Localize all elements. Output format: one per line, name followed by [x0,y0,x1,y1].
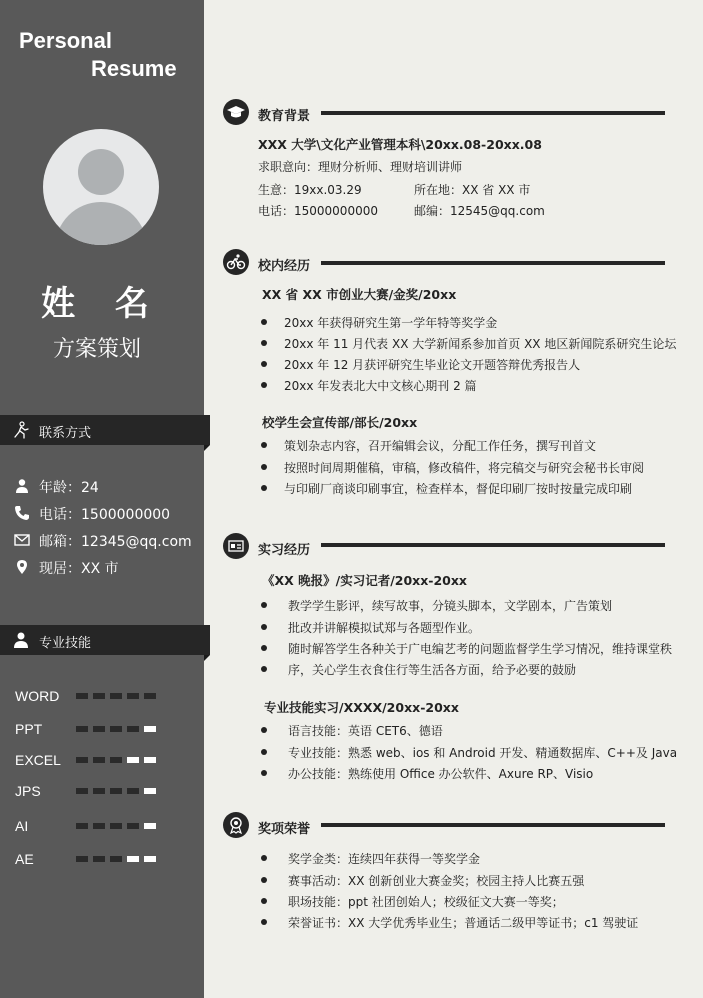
internship-group-title: 专业技能实习/XXXX/20xx-20xx [264,700,459,715]
phone-icon [14,505,30,521]
education-birth: 生意：19xx.03.29 [258,183,362,197]
list-item: 赛事活动：XX 创新创业大赛金奖；校园主持人比赛五强 [288,874,585,888]
bullet-dot [261,855,267,861]
skill-segment-empty [144,726,156,732]
bullet-dot [261,319,267,325]
campus-group-title: XX 省 XX 市创业大赛/金奖/20xx [262,287,457,302]
contact-heading: 联系方式 [39,426,92,441]
location-icon [14,559,30,575]
awards-heading: 奖项荣誉 [258,822,311,837]
skill-segment-filled [110,757,122,763]
list-item: 办公技能：熟练使用 Office 办公软件、Axure RP、Visio [288,767,594,781]
bullet-dot [261,442,267,448]
bullet-dot [261,624,267,630]
sidebar [0,0,204,998]
skill-segment-filled [76,693,88,699]
bullet-dot [261,382,267,388]
section-rule [321,111,665,115]
campus-heading: 校内经历 [258,259,311,274]
skill-segment-empty [144,856,156,862]
person-icon [12,631,30,649]
bullet-dot [261,666,267,672]
mail-icon [14,532,30,548]
education-phone: 电话：15000000000 [258,204,378,218]
graduation-cap-icon [223,99,249,125]
bullet-dot [261,361,267,367]
contact-location-text: 现居：XX 市 [39,561,119,577]
skill-name: EXCEL [15,752,61,768]
internship-heading: 实习经历 [258,543,311,558]
list-item: 序，关心学生衣食住行等生活各方面，给予必要的鼓励 [288,663,577,677]
skill-segment-filled [76,757,88,763]
list-item: 与印刷厂商谈印刷事宜，检查样本，督促印刷厂按时按量完成印刷 [284,482,633,496]
skill-segment-filled [127,693,139,699]
bicycle-icon [223,249,249,275]
contact-heading-bar [0,415,210,445]
internship-group-title: 《XX 晚报》/实习记者/20xx-20xx [262,573,467,588]
skills-heading-bar [0,625,210,655]
avatar-head [78,149,124,195]
list-item: 批改并讲解模拟试郑与各题型作业。 [288,621,481,635]
person-role: 方案策划 [52,337,141,362]
bullet-dot [261,877,267,883]
list-item: 20xx 年 11 月代表 XX 大学新闻系参加首页 XX 地区新闻院系研究生论坛 [284,337,677,351]
skill-segment-empty [127,856,139,862]
contact-age-text: 年龄：24 [39,480,99,496]
skill-segment-filled [93,726,105,732]
campus-group-title: 校学生会宣传部/部长/20xx [262,415,418,430]
bullet-dot [261,727,267,733]
resume-title-line2: Resume [91,56,177,81]
skill-segment-filled [144,693,156,699]
list-item: 荣誉证书：XX 大学优秀毕业生；普通话二级甲等证书；c1 驾驶证 [288,916,639,930]
education-school: XXX 大学\文化产业管理本科\20xx.08-20xx.08 [258,137,542,152]
runner-icon [12,421,30,439]
bullet-dot [261,340,267,346]
person-name: 姓 名 [41,284,163,324]
skill-segment-filled [76,726,88,732]
skill-segment-filled [76,856,88,862]
list-item: 20xx 年获得研究生第一学年特等奖学金 [284,316,498,330]
list-item: 语言技能：英语 CET6、德语 [288,724,443,738]
skill-segment-filled [93,856,105,862]
medal-icon [223,812,249,838]
skill-name: JPS [15,783,41,799]
skill-name: AE [15,851,34,867]
skill-segment-filled [110,788,122,794]
list-item: 按照时间周期催稿，审稿，修改稿件，将完稿交与研究会秘书长审阅 [284,461,645,475]
skill-segment-filled [93,788,105,794]
bullet-dot [261,919,267,925]
bullet-dot [261,464,267,470]
bullet-dot [261,770,267,776]
skill-segment-empty [144,788,156,794]
skill-segment-filled [110,823,122,829]
list-item: 20xx 年 12 月获评研究生毕业论文开题答辩优秀报告人 [284,358,581,372]
skill-segment-empty [144,823,156,829]
education-email: 邮编：12545@qq.com [414,204,545,218]
list-item: 职场技能：ppt 社团创始人；校级征文大赛一等奖； [288,895,564,909]
list-item: 专业技能：熟悉 web、ios 和 Android 开发、精通数据库、C++及 Java [288,746,678,760]
skill-segment-filled [93,823,105,829]
bullet-dot [261,485,267,491]
skill-name: AI [15,818,29,834]
skill-segment-filled [76,823,88,829]
education-heading: 教育背景 [258,109,311,124]
skill-segment-filled [127,788,139,794]
list-item: 20xx 年发表北大中文核心期刊 2 篇 [284,379,477,393]
education-location: 所在地：XX 省 XX 市 [414,183,531,197]
skill-segment-filled [76,788,88,794]
bullet-dot [261,898,267,904]
skill-segment-filled [127,823,139,829]
skill-segment-filled [110,856,122,862]
skills-heading: 专业技能 [39,636,92,651]
section-rule [321,543,665,547]
bullet-dot [261,749,267,755]
section-rule [321,261,665,265]
section-rule [321,823,665,827]
main-content [204,0,703,998]
list-item: 教学学生影评，续写故事，分镜头脚本，文学剧本，广告策划 [288,599,613,613]
person-icon [14,478,30,494]
avatar [43,129,159,245]
bullet-dot [261,602,267,608]
education-intent: 求职意向：理财分析师、理财培训讲师 [258,160,463,174]
skill-segment-empty [127,757,139,763]
list-item: 随时解答学生各种关于广电编艺考的问题监督学生学习情况，维持课堂秩 [288,642,673,656]
skill-segment-empty [144,757,156,763]
skill-segment-filled [110,693,122,699]
skill-segment-filled [110,726,122,732]
skill-name: PPT [15,721,43,737]
skill-segment-filled [93,693,105,699]
list-item: 奖学金类：连续四年获得一等奖学金 [288,852,481,866]
skill-segment-filled [127,726,139,732]
contact-email-text: 邮箱：12345@qq.com [39,534,192,550]
skill-name: WORD [15,688,60,704]
id-card-icon [223,533,249,559]
skill-segment-filled [93,757,105,763]
avatar-body [55,202,147,245]
bullet-dot [261,645,267,651]
resume-title-line1: Personal [19,28,112,53]
contact-phone-text: 电话：1500000000 [39,507,171,523]
list-item: 策划杂志内容，召开编辑会议，分配工作任务，撰写刊首文 [284,439,597,453]
